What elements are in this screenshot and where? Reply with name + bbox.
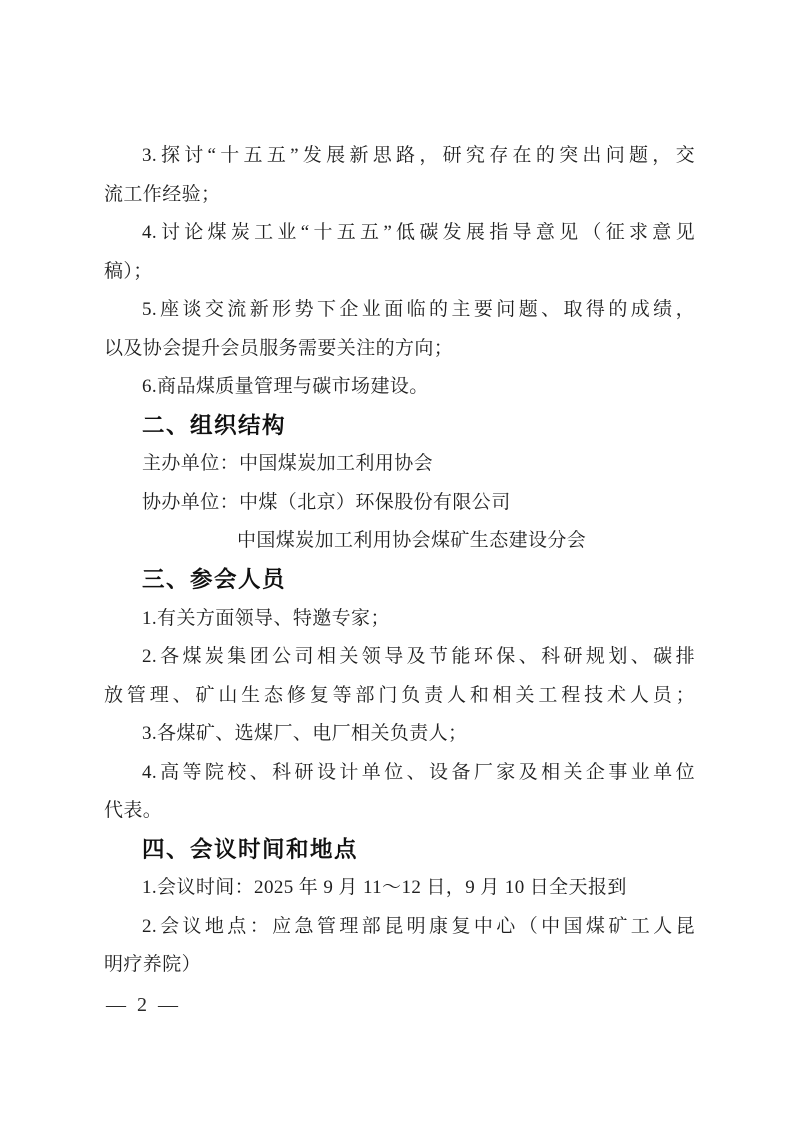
section-heading: 四、会议时间和地点 xyxy=(142,836,359,862)
text-line: 流工作经验； xyxy=(104,183,221,205)
text-line: 2.会议地点：应急管理部昆明康复中心（中国煤矿工人昆 xyxy=(142,915,695,937)
text-line: 2.各煤炭集团公司相关领导及节能环保、科研规划、碳排 xyxy=(142,646,695,668)
text-line: 5.座谈交流新形势下企业面临的主要问题、取得的成绩， xyxy=(142,299,695,321)
page-number: — 2 — xyxy=(106,994,181,1016)
text-line: 稿）； xyxy=(104,260,153,282)
text-line: 3.探讨“十五五”发展新思路，研究存在的突出问题，交 xyxy=(142,145,695,166)
text-line: 1.会议时间：2025 年 9 月 11～12 日，9 月 10 日全天报到 xyxy=(142,877,627,899)
text-line: 3.各煤矿、选煤厂、电厂相关负责人； xyxy=(142,723,468,745)
text-line: 协办单位：中煤（北京）环保股份有限公司 xyxy=(142,491,511,513)
text-line: 以及协会提升会员服务需要关注的方向； xyxy=(104,337,454,359)
text-line: 放管理、矿山生态修复等部门负责人和相关工程技术人员； xyxy=(104,684,695,706)
text-line: 6.商品煤质量管理与碳市场建设。 xyxy=(142,376,429,398)
text-line: 4.高等院校、科研设计单位、设备厂家及相关企事业单位 xyxy=(142,761,695,783)
document-body xyxy=(104,137,695,985)
section-heading: 二、组织结构 xyxy=(142,412,287,438)
section-heading: 三、参会人员 xyxy=(142,567,287,593)
text-line: 4.讨论煤炭工业“十五五”低碳发展指导意见（征求意见 xyxy=(142,222,695,244)
text-line: 1.有关方面领导、特邀专家； xyxy=(142,607,390,629)
text-line: 主办单位：中国煤炭加工利用协会 xyxy=(142,453,434,475)
text-line: 中国煤炭加工利用协会煤矿生态建设分会 xyxy=(237,530,587,552)
text-line: 明疗养院） xyxy=(104,954,202,976)
text-line: 代表。 xyxy=(104,800,163,822)
